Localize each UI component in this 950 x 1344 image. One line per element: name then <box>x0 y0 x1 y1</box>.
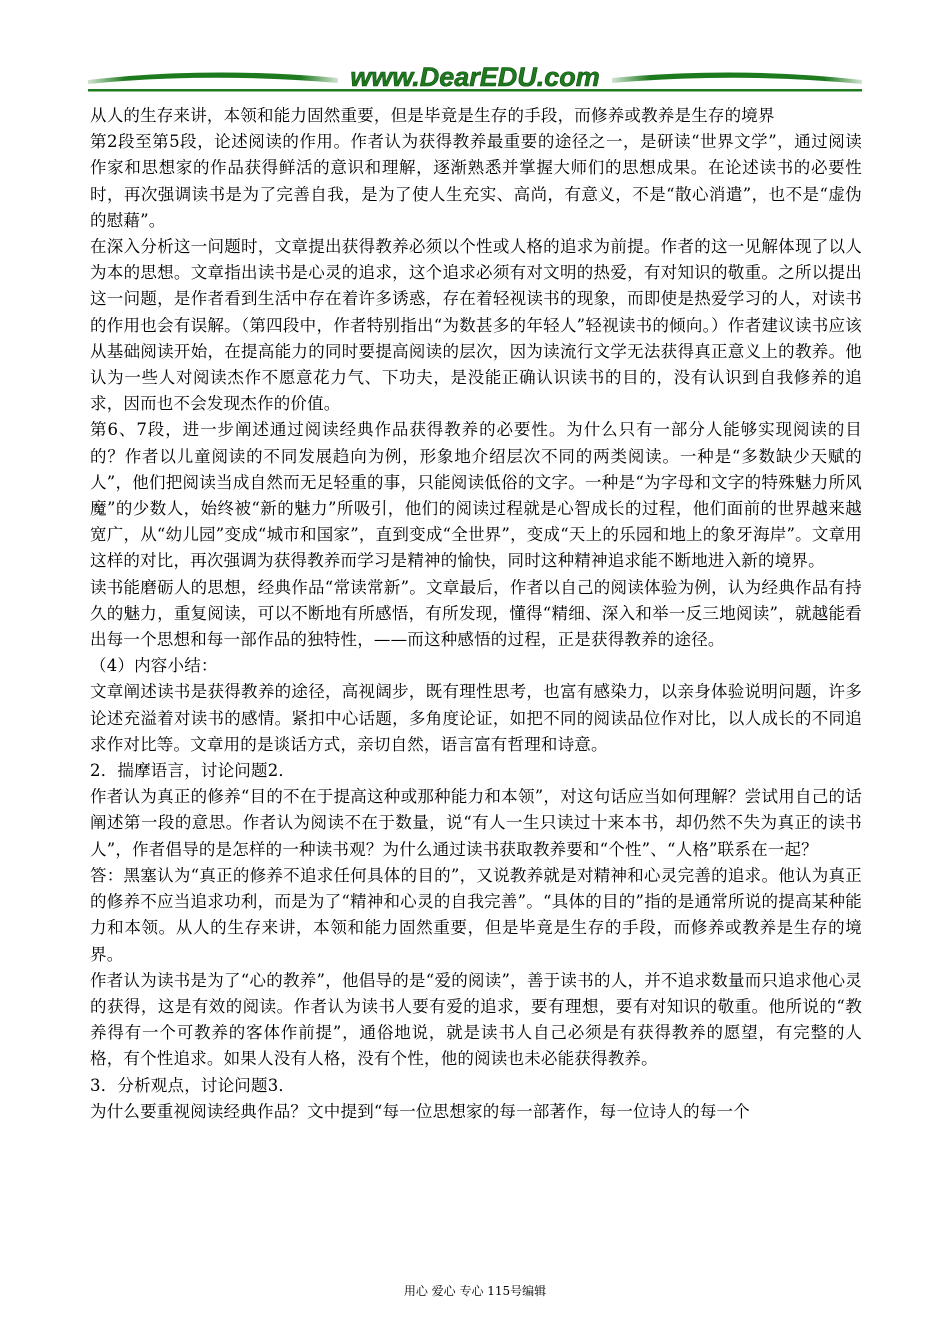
header-banner <box>88 56 862 96</box>
paragraph: 为什么要重视阅读经典作品？文中提到“每一位思想家的每一部著作，每一位诗人的每一个 <box>90 1101 750 1121</box>
left-swoosh <box>88 72 338 84</box>
section-heading: （4）内容小结： <box>90 656 218 676</box>
paragraph: 第6、7段，进一步阐述通过阅读经典作品获得教养的必要性。为什么只有一部分人能够实现阅读的目的？作者以儿童阅读的不同发展趋向为例，形象地介绍层次不同的两类阅读。一种是“多数缺少天赋的人”，他们把阅读当成自然而无足轻重的事，只能阅读低俗的文字。一种是“为字母和文字的特殊魅力所风魔”的少数人，始终被“新的魅力”所吸引，他们的阅读过程就是心智成长的过程，他们面前的世界越来越宽广，从“幼儿园”变成“城市和国家”，直到变成“全世界”，变成“天上的乐园和地上的象牙海岸”。文章用这样的对比，再次强调为获得教养而学习是精神的愉快，同时这种精神追求能不断地进入新的境界。 <box>90 420 862 571</box>
page-footer: 用心 爱心 专心 115号编辑 <box>403 1284 547 1298</box>
paragraph: 答：黑塞认为“真正的修养不追求任何具体的目的”，又说教养就是对精神和心灵完善的追求。他认为真正的修养不应当追求功利，而是为了“精神和心灵的自我完善”。“具体的目的”指的是通常所说的提高某种能力和本领。从人的生存来讲，本领和能力固然重要，但是毕竟是生存的手段，而修养或教养是生存的境界。 <box>90 865 862 964</box>
paragraph: 作者认为真正的修养“目的不在于提高这种或那种能力和本领”，对这句话应当如何理解？尝试用自己的话阐述第一段的意思。作者认为阅读不在于数量，说“有人一生只读过十来本书，却仍然不失为真正的读书人”，作者倡导的是怎样的一种读书观？为什么通过读书获取教养要和“个性”、“人格”联系在一起？ <box>90 787 862 859</box>
document-body <box>90 103 862 1125</box>
paragraph: 从人的生存来讲，本领和能力固然重要，但是毕竟是生存的手段，而修养或教养是生存的境界 <box>90 106 775 125</box>
section-heading: 2．揣摩语言，讨论问题2． <box>90 761 296 781</box>
paragraph: 第2段至第5段，论述阅读的作用。作者认为获得教养最重要的途径之一，是研读“世界文学”，通过阅读作家和思想家的作品获得鲜活的意识和理解，逐渐熟悉并掌握大师们的思想成果。在论述读书的必要性时，再次强调读书是为了完善自我，是为了使人生充实、高尚，有意义，不是“散心消遣”，也不是“虚伪的慰藉”。 <box>90 132 862 230</box>
right-swoosh <box>612 72 862 84</box>
paragraph: 读书能磨砺人的思想，经典作品“常读常新”。文章最后，作者以自己的阅读体验为例，认为经典作品有持久的魅力，重复阅读，可以不断地有所感悟，有所发现，懂得“精细、深入和举一反三地阅读”，就越能看出每一个思想和每一部作品的独特性，——而这种感悟的过程，正是获得教养的途径。 <box>90 577 862 650</box>
site-logo <box>88 56 862 96</box>
paragraph: 作者认为读书是为了“心的教养”，他倡导的是“爱的阅读”，善于读书的人，并不追求数量而只追求他心灵的获得，这是有效的阅读。作者认为读书人要有爱的追求，要有理想，要有对知识的敬重。他所说的“教养得有一个可教养的客体作前提”，通俗地说，就是读书人自己必须是有获得教养的愿望，有完整的人格，有个性追求。如果人没有人格，没有个性，他的阅读也未必能获得教养。 <box>90 970 862 1069</box>
paragraph: 文章阐述读书是获得教养的途径，高视阔步，既有理性思考，也富有感染力，以亲身体验说明问题，许多论述充溢着对读书的感情。紧扣中心话题，多角度论证，如把不同的阅读品位作对比，以人成长的不同追求作对比等。文章用的是谈话方式，亲切自然，语言富有哲理和诗意。 <box>90 682 862 754</box>
section-heading: 3．分析观点，讨论问题3． <box>90 1075 296 1095</box>
site-logo-text: www.DearEDU.com <box>350 62 600 92</box>
paragraph: 在深入分析这一问题时，文章提出获得教养必须以个性或人格的追求为前提。作者的这一见解体现了以人为本的思想。文章指出读书是心灵的追求，这个追求必须有对文明的热爱，有对知识的敬重。之所以提出这一问题，是作者看到生活中存在着许多诱惑，存在着轻视读书的现象，而即使是热爱学习的人，对读书的作用也会有误解。（第四段中，作者特别指出“为数甚多的年轻人”轻视读书的倾向。）作者建议读书应该从基础阅读开始，在提高能力的同时要提高阅读的层次，因为读流行文学无法获得真正意义上的教养。他认为一些人对阅读杰作不愿意花力气、下功夫，是没能正确认识读书的目的，没有认识到自我修养的追求，因而也不会发现杰作的价值。 <box>90 237 862 414</box>
